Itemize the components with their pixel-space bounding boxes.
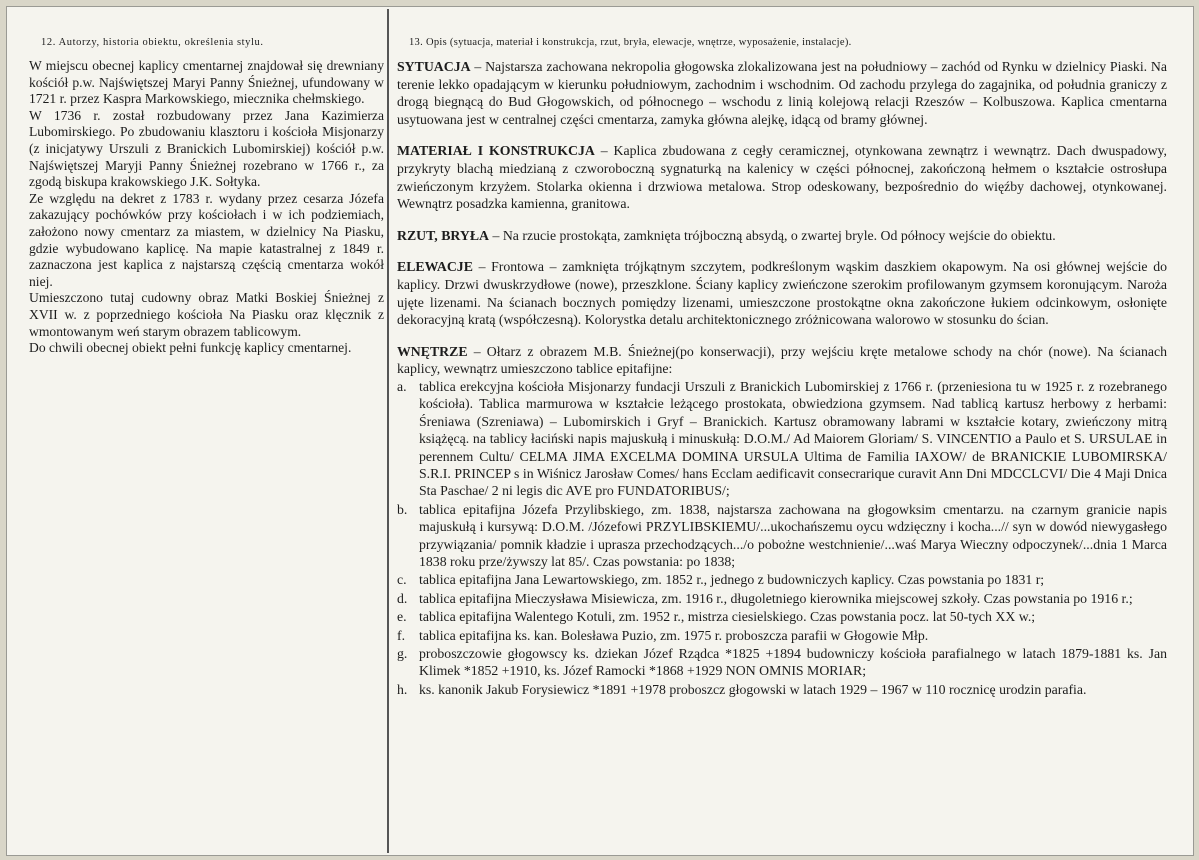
list-label: g. (397, 646, 408, 661)
section-title: WNĘTRZE (397, 343, 468, 359)
list-label: e. (397, 609, 407, 625)
history-text (29, 58, 384, 357)
description-heading: 13. Opis (sytuacja, materiał i konstrukcja, rzut, bryła, elewacje, wnętrze, wyposażenie, instalacje). (409, 37, 852, 48)
section-text: – Frontowa – zamknięta trójkątnym szczytem, podkreślonym wąskim daszkiem okapowym. Na osi głównej wejście do kaplicy. Drzwi dwuskrzydłowe (nowe), przeszklone. Ściany kaplicy zwieńczone szerokim profilowanym gzymsem koronującym. Naroża ujęte lizenami. Na ścianach bocznych pomiędzy lizenami, umieszczone prostokątne okna zakończone łukiem odcinkowym, osłonięte dekoracyjną kratą (współczesną). Kolorystka detalu architektonicznego zróżnicowana walorowo w stosunku do ścian. (397, 259, 1167, 328)
history-paragraph: W miejscu obecnej kaplicy cmentarnej znajdował się drewniany kościół p.w. Najświętszej Maryi Panny Śnieżnej, ufundowany w 1721 r. przez Kaspra Markowskiego, miecznika chełmskiego. (29, 58, 384, 107)
list-text: ks. kanonik Jakub Forysiewicz *1891 +1978 proboszcz głogowski w latach 1929 – 1967 w 110 rocznicę urodzin parafia. (419, 681, 1087, 697)
history-paragraph: Do chwili obecnej obiekt pełni funkcję kaplicy cmentarnej. (29, 340, 352, 356)
list-item (397, 608, 1167, 625)
list-item (397, 590, 1167, 607)
section-text: – Na rzucie prostokąta, zamknięta trójboczną absydą, o zwartej bryle. Od północy wejście do obiektu. (489, 227, 1056, 243)
list-label: d. (397, 590, 408, 606)
history-heading: 12. Autorzy, historia obiektu, określenia stylu. (41, 37, 264, 48)
list-label: f. (397, 627, 406, 643)
history-column (29, 37, 384, 357)
list-item (397, 378, 1167, 500)
history-paragraph: Umieszczono tutaj cudowny obraz Matki Boskiej Śnieżnej z XVII w. z poprzedniego kościoła Na Piasku oraz klęcznik z wmontowanym weń starym obrazem tablicowym. (29, 290, 384, 339)
list-item (397, 681, 1167, 698)
list-label: a. (397, 378, 407, 394)
list-text: tablica epitafijna Mieczysława Misiewicza, zm. 1916 r., długoletniego kierownika miejscowej szkoły. Czas powstania po 1916 r.; (419, 590, 1133, 606)
description-column (397, 37, 1167, 699)
list-text: tablica epitafijna Jana Lewartowskiego, zm. 1852 r., jednego z budowniczych kaplicy. Czas powstania po 1831 r; (419, 572, 1045, 588)
section-text: – Najstarsza zachowana nekropolia głogowska zlokalizowana jest na południowy – zachód od Rynku w dzielnicy Piaski. Na terenie lekko opadającym w kierunku południowym, zachodnim i wschodnim. Od zachodu przylega do zagajnika, od południa graniczy z drogą biegnącą do Bud Głogowskich, od północnego – wschodu z linią kolejową relacji Rzeszów – Kolbuszowa. Kaplica cmentarna usytuowana jest w centralnej części cmentarza, zamyka główna alejkę, idącą od bramy głównej. (397, 59, 1167, 127)
section-material (397, 142, 1167, 212)
section-title: ELEWACJE (397, 259, 473, 275)
section-interior (397, 343, 1167, 378)
list-item (397, 501, 1167, 571)
section-text: – Ołtarz z obrazem M.B. Śnieżnej(po konserwacji), przy wejściu kręte metalowe schody na chór (nowe). Na ścianach kaplicy, wewnątrz umieszczono tablice epitafijne: (397, 343, 1167, 377)
section-plan (397, 227, 1167, 245)
section-title: RZUT, BRYŁA (397, 227, 490, 243)
epitaph-list (397, 378, 1167, 698)
section-text: – Kaplica zbudowana z cegły ceramicznej, otynkowana zewnątrz i wewnątrz. Dach dwuspadowy, przykryty blachą miedzianą z czworoboczną sygnaturką na kalenicy w części północnej, zakończoną hełmem o kształcie ostrosłupa zwieńczonym krzyżem. Stolarka okienna i drzwiowa metalowa. Strop odeskowany, bezpośrednio do więźby dachowej, otynkowanej. Wewnątrz posadzka kamienna, granitowa. (397, 143, 1168, 212)
list-label: b. (397, 501, 408, 517)
list-text: tablica epitafijna Walentego Kotuli, zm. 1952 r., mistrza ciesielskiego. Czas powstania pocz. lat 50-tych XX w.; (419, 609, 1036, 625)
list-text: tablica epitafijna Józefa Przylibskiego, zm. 1838, najstarsza zachowana na głogowksim cmentarzu. na czarnym granicie napis majuskułą i kursywą: D.O.M. /Józefowi PRZYLIBSKIEMU/...ukochańszemu oycu wdzięczny i kocha...// syn w dowód niewygasłego przywiązania/ pomnik kładzie i uprasza przechodzących.../o pobożne westchnienie/...waś Marya Wieczny odpoczynek/...dnia 1 Marca 1838 roku prze/żywszy lat 85/. Czas powstania: po 1838; (419, 501, 1167, 569)
section-title: MATERIAŁ I KONSTRUKCJA (397, 143, 595, 159)
document-page (6, 6, 1194, 856)
history-paragraph: W 1736 r. został rozbudowany przez Jana Kazimierza Lubomirskiego. Po zbudowaniu klasztoru i kościoła Misjonarzy (z inicjatywy Urszuli z Branickich Lubomirskiej) kościół p.w. Najświętszej Maryji Panny Śnieżnej rozebrano w 1766 r., za zgodą biskupa krakowskiego J.K. Sołtyka. (29, 107, 384, 190)
column-divider (387, 9, 389, 853)
list-item (397, 627, 1167, 644)
history-paragraph: Ze względu na dekret z 1783 r. wydany przez cesarza Józefa zakazujący pochówków przy kościołach i w ich podziemiach, założono nowy cmentarz za miastem, w dzielnicy Na Piasku, gdzie wybudowano kaplicę. Na mapie katastralnej z 1849 r. zaznaczona jest kaplica z najstarszą częścią cmentarza wokół niej. (29, 190, 384, 289)
list-label: h. (397, 681, 408, 697)
list-text: tablica erekcyjna kościoła Misjonarzy fundacji Urszuli z Branickich Lubomirskiej z 1766 r. (przeniesiona tu w 1925 r. z rozebranego kościoła). Tablica marmurowa w kształcie leżącego prostokata, obwiedziona gzymsem. Nad tablicą kartusz herbowy z herbami: Śreniawa (Szreniawa) – Lubomirskich i Gryf – Branickich. Kartusz obramowany labrami w kształcie kotary, zwieńczony mitrą książęcą. na tablicy łaciński napis majuskułą i minuskułą: D.O.M./ Ad Maiorem Gloriam/ S. VINCENTIO a Paulo et S. URSULAE in perennem Cultu/ CELMA JIMA EXCELMA DOMINA URSULA Ultima de Familia IAXOW/ de BRANICKIE LUBOMIRSKA/ S.R.I. PRINCEP s in Wiśnicz Jarosław Comes/ hans Ecclam aedificavit consecrarique curavit Ann Dni MDCCLCVI/ Die 4 Maji Dnica Sta Paschae/ 2 ni legis dic AVE pro FUNDATORIBUS/; (419, 378, 1167, 499)
list-text: proboszczowie głogowscy ks. dziekan Józef Rządca *1825 +1894 budowniczy kościoła parafialnego w latach 1879-1881 ks. Jan Klimek *1852 +1910, ks. Józef Ramocki *1868 +1929 NON OMNIS MORIAR; (419, 646, 1167, 679)
list-item (397, 645, 1167, 680)
section-elevations (397, 258, 1167, 328)
list-label: c. (397, 572, 407, 588)
list-text: tablica epitafijna ks. kan. Bolesława Puzio, zm. 1975 r. proboszcza parafii w Głogowie Młp. (419, 627, 929, 643)
section-title: SYTUACJA (397, 59, 471, 74)
list-item (397, 571, 1167, 588)
section-situation (397, 58, 1167, 128)
